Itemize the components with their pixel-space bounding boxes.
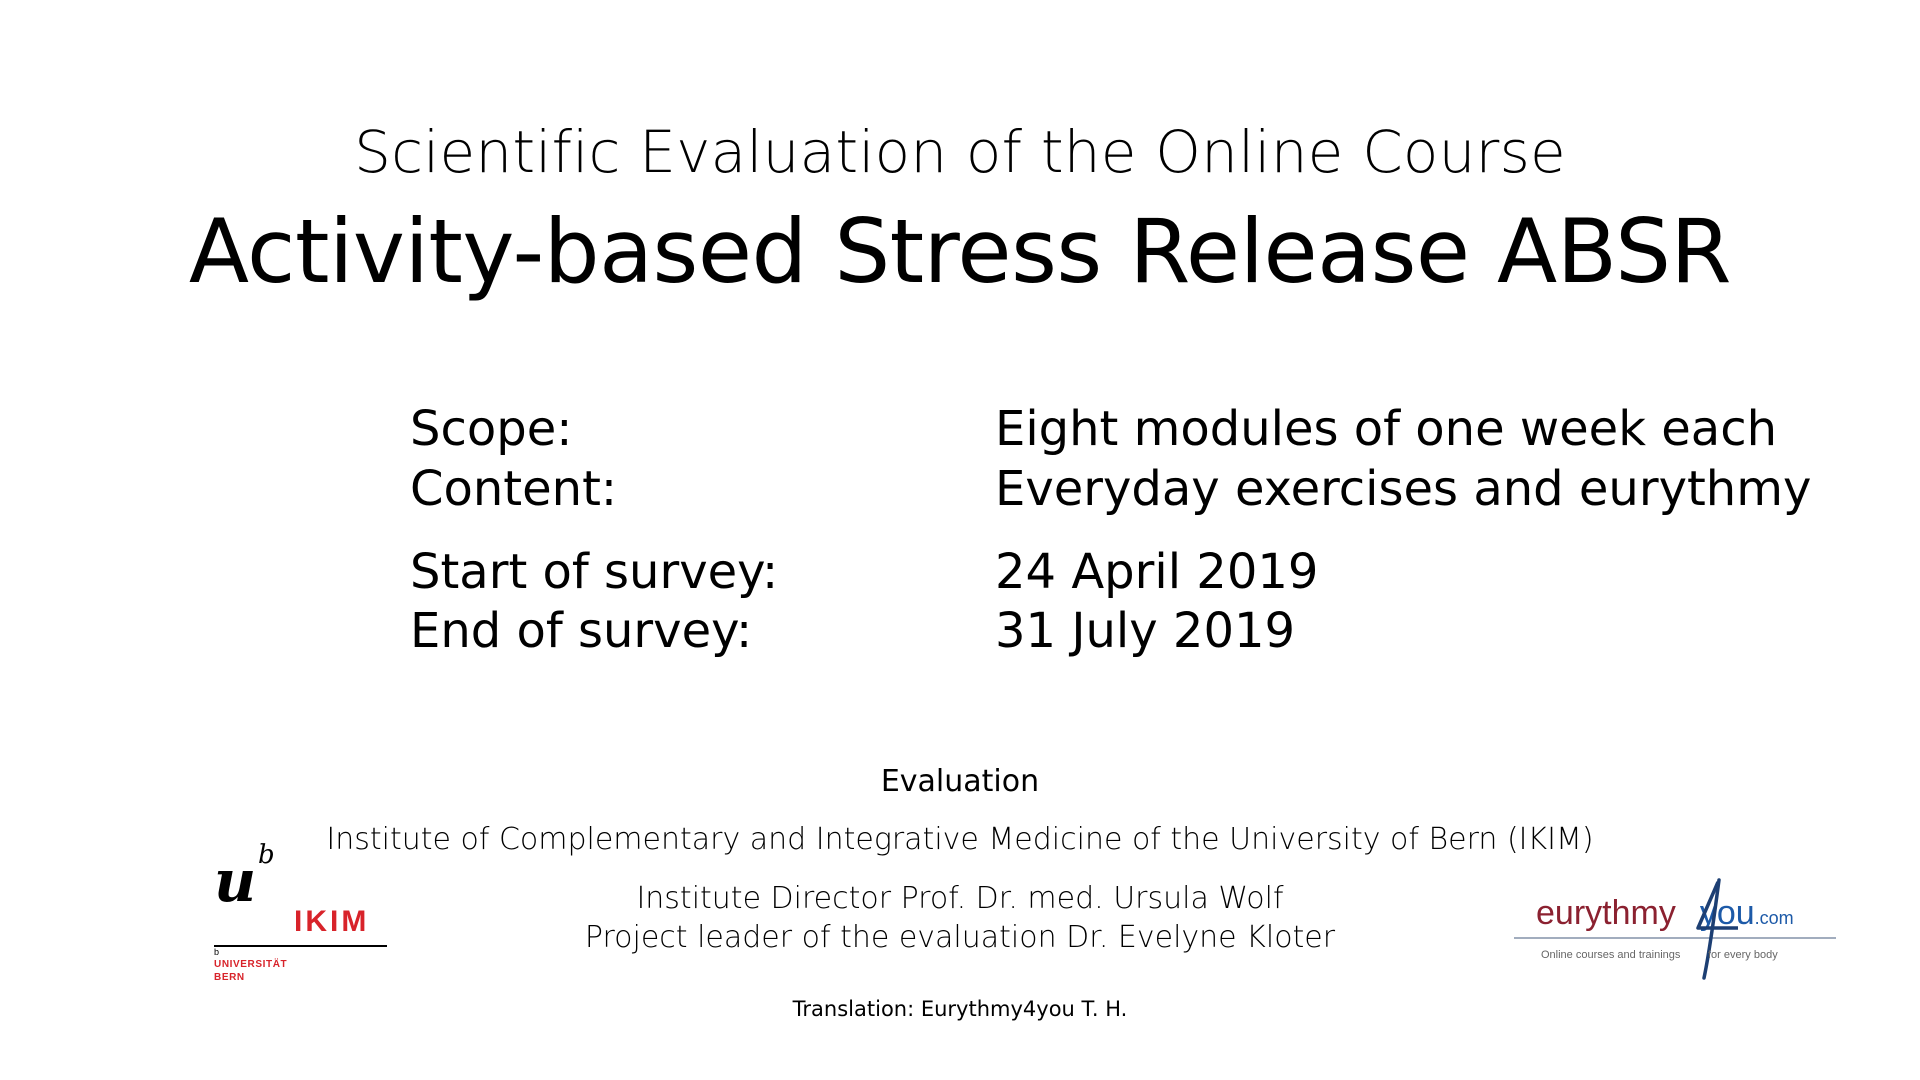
info-label-start: Start of survey: bbox=[410, 544, 779, 600]
info-label-content: Content: bbox=[410, 461, 618, 517]
ikim-wordmark: IKIM bbox=[294, 905, 370, 938]
slide-subtitle: Scientific Evaluation of the Online Course bbox=[354, 118, 1566, 186]
swoosh-four-icon bbox=[1510, 870, 1840, 985]
tagline-right: for every body bbox=[1708, 949, 1778, 961]
wordmark-eurythmy: eurythmy bbox=[1536, 894, 1676, 932]
info-value-content: Everyday exercises and eurythmy bbox=[995, 461, 1812, 517]
wordmark-you: you bbox=[1699, 894, 1755, 932]
logo-divider bbox=[214, 945, 387, 947]
unibe-mark-u: u bbox=[214, 847, 257, 915]
translation-credit: Translation: Eurythmy4you T. H. bbox=[792, 997, 1128, 1021]
info-label-scope: Scope: bbox=[410, 401, 573, 457]
info-value-start: 24 April 2019 bbox=[995, 544, 1319, 600]
unibe-small-b: b bbox=[214, 947, 220, 957]
evaluation-heading: Evaluation bbox=[880, 764, 1040, 799]
unibe-mark-b: b bbox=[258, 840, 275, 870]
tagline-left: Online courses and trainings bbox=[1541, 949, 1681, 961]
unibe-universitat: UNIVERSITÄT bbox=[214, 959, 288, 970]
project-leader: Project leader of the evaluation Dr. Evelyne Kloter bbox=[584, 920, 1336, 955]
eurythmy4you-logo bbox=[1510, 870, 1840, 985]
unibe-ikim-logo bbox=[212, 840, 392, 992]
slide-title: Activity-based Stress Release ABSR bbox=[188, 200, 1732, 303]
institute-name: Institute of Complementary and Integrative Medicine of the University of Bern (IKIM) bbox=[326, 822, 1594, 857]
institute-director: Institute Director Prof. Dr. med. Ursula Wolf bbox=[636, 881, 1284, 916]
info-value-scope: Eight modules of one week each bbox=[995, 401, 1778, 457]
info-label-end: End of survey: bbox=[410, 603, 753, 659]
unibe-bern: BERN bbox=[214, 972, 245, 983]
wordmark-dotcom: .com bbox=[1754, 908, 1794, 928]
info-value-end: 31 July 2019 bbox=[995, 603, 1296, 659]
